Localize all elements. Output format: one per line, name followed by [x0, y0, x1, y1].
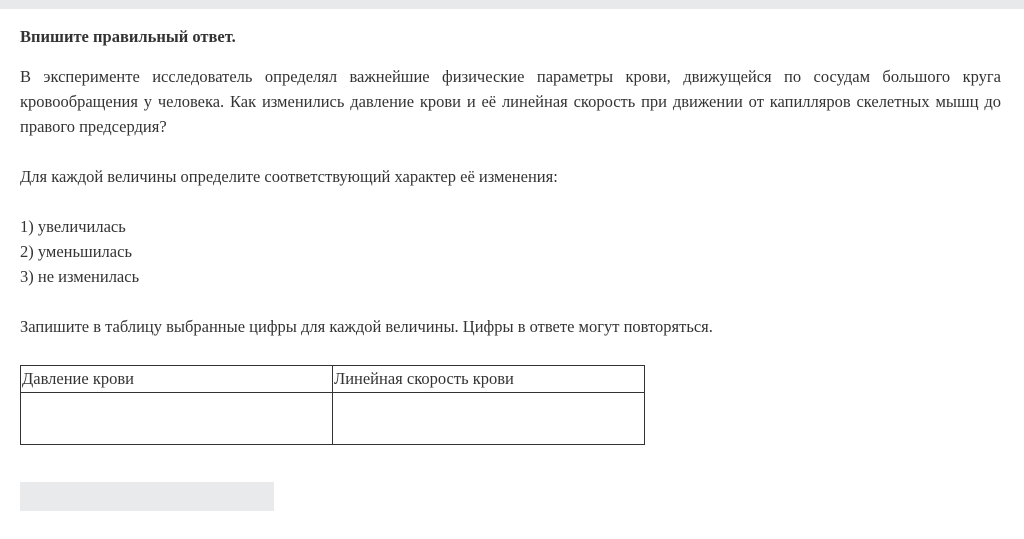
answer-cell-linear-velocity[interactable]: [333, 393, 645, 445]
question-line: кровообращения у человека. Как изменились давление крови и её линейная скорость при движении от капилляров скелетных: [20, 92, 930, 111]
top-bar: [0, 0, 1024, 9]
submit-button-placeholder[interactable]: [20, 482, 274, 511]
answer-cell-blood-pressure[interactable]: [21, 393, 333, 445]
task-content: [20, 26, 1001, 445]
header-blood-pressure: Давление крови: [21, 366, 333, 393]
option-item: 1) увеличилась: [20, 217, 126, 236]
header-linear-velocity: Линейная скорость крови: [333, 366, 645, 393]
option-item: 3) не изменилась: [20, 267, 140, 286]
answer-table-row: [21, 393, 645, 445]
question-line: мышц до правого предсердия?: [20, 92, 1001, 136]
question-line: В эксперименте исследователь определял важнейшие физические параметры крови, движущейся по сосудам большого круга: [20, 67, 1001, 86]
answer-table-header-row: [21, 366, 645, 393]
write-instruction: Запишите в таблицу выбранные цифры для каждой величины. Цифры в ответе могут повторяться.: [20, 317, 713, 336]
answer-table: [20, 365, 645, 445]
question-text: [20, 64, 1001, 139]
task-prompt: Для каждой величины определите соответствующий характер её изменения:: [20, 167, 558, 186]
options-list: [20, 214, 1001, 289]
option-item: 2) уменьшилась: [20, 242, 132, 261]
task-instruction: Впишите правильный ответ.: [20, 27, 236, 46]
